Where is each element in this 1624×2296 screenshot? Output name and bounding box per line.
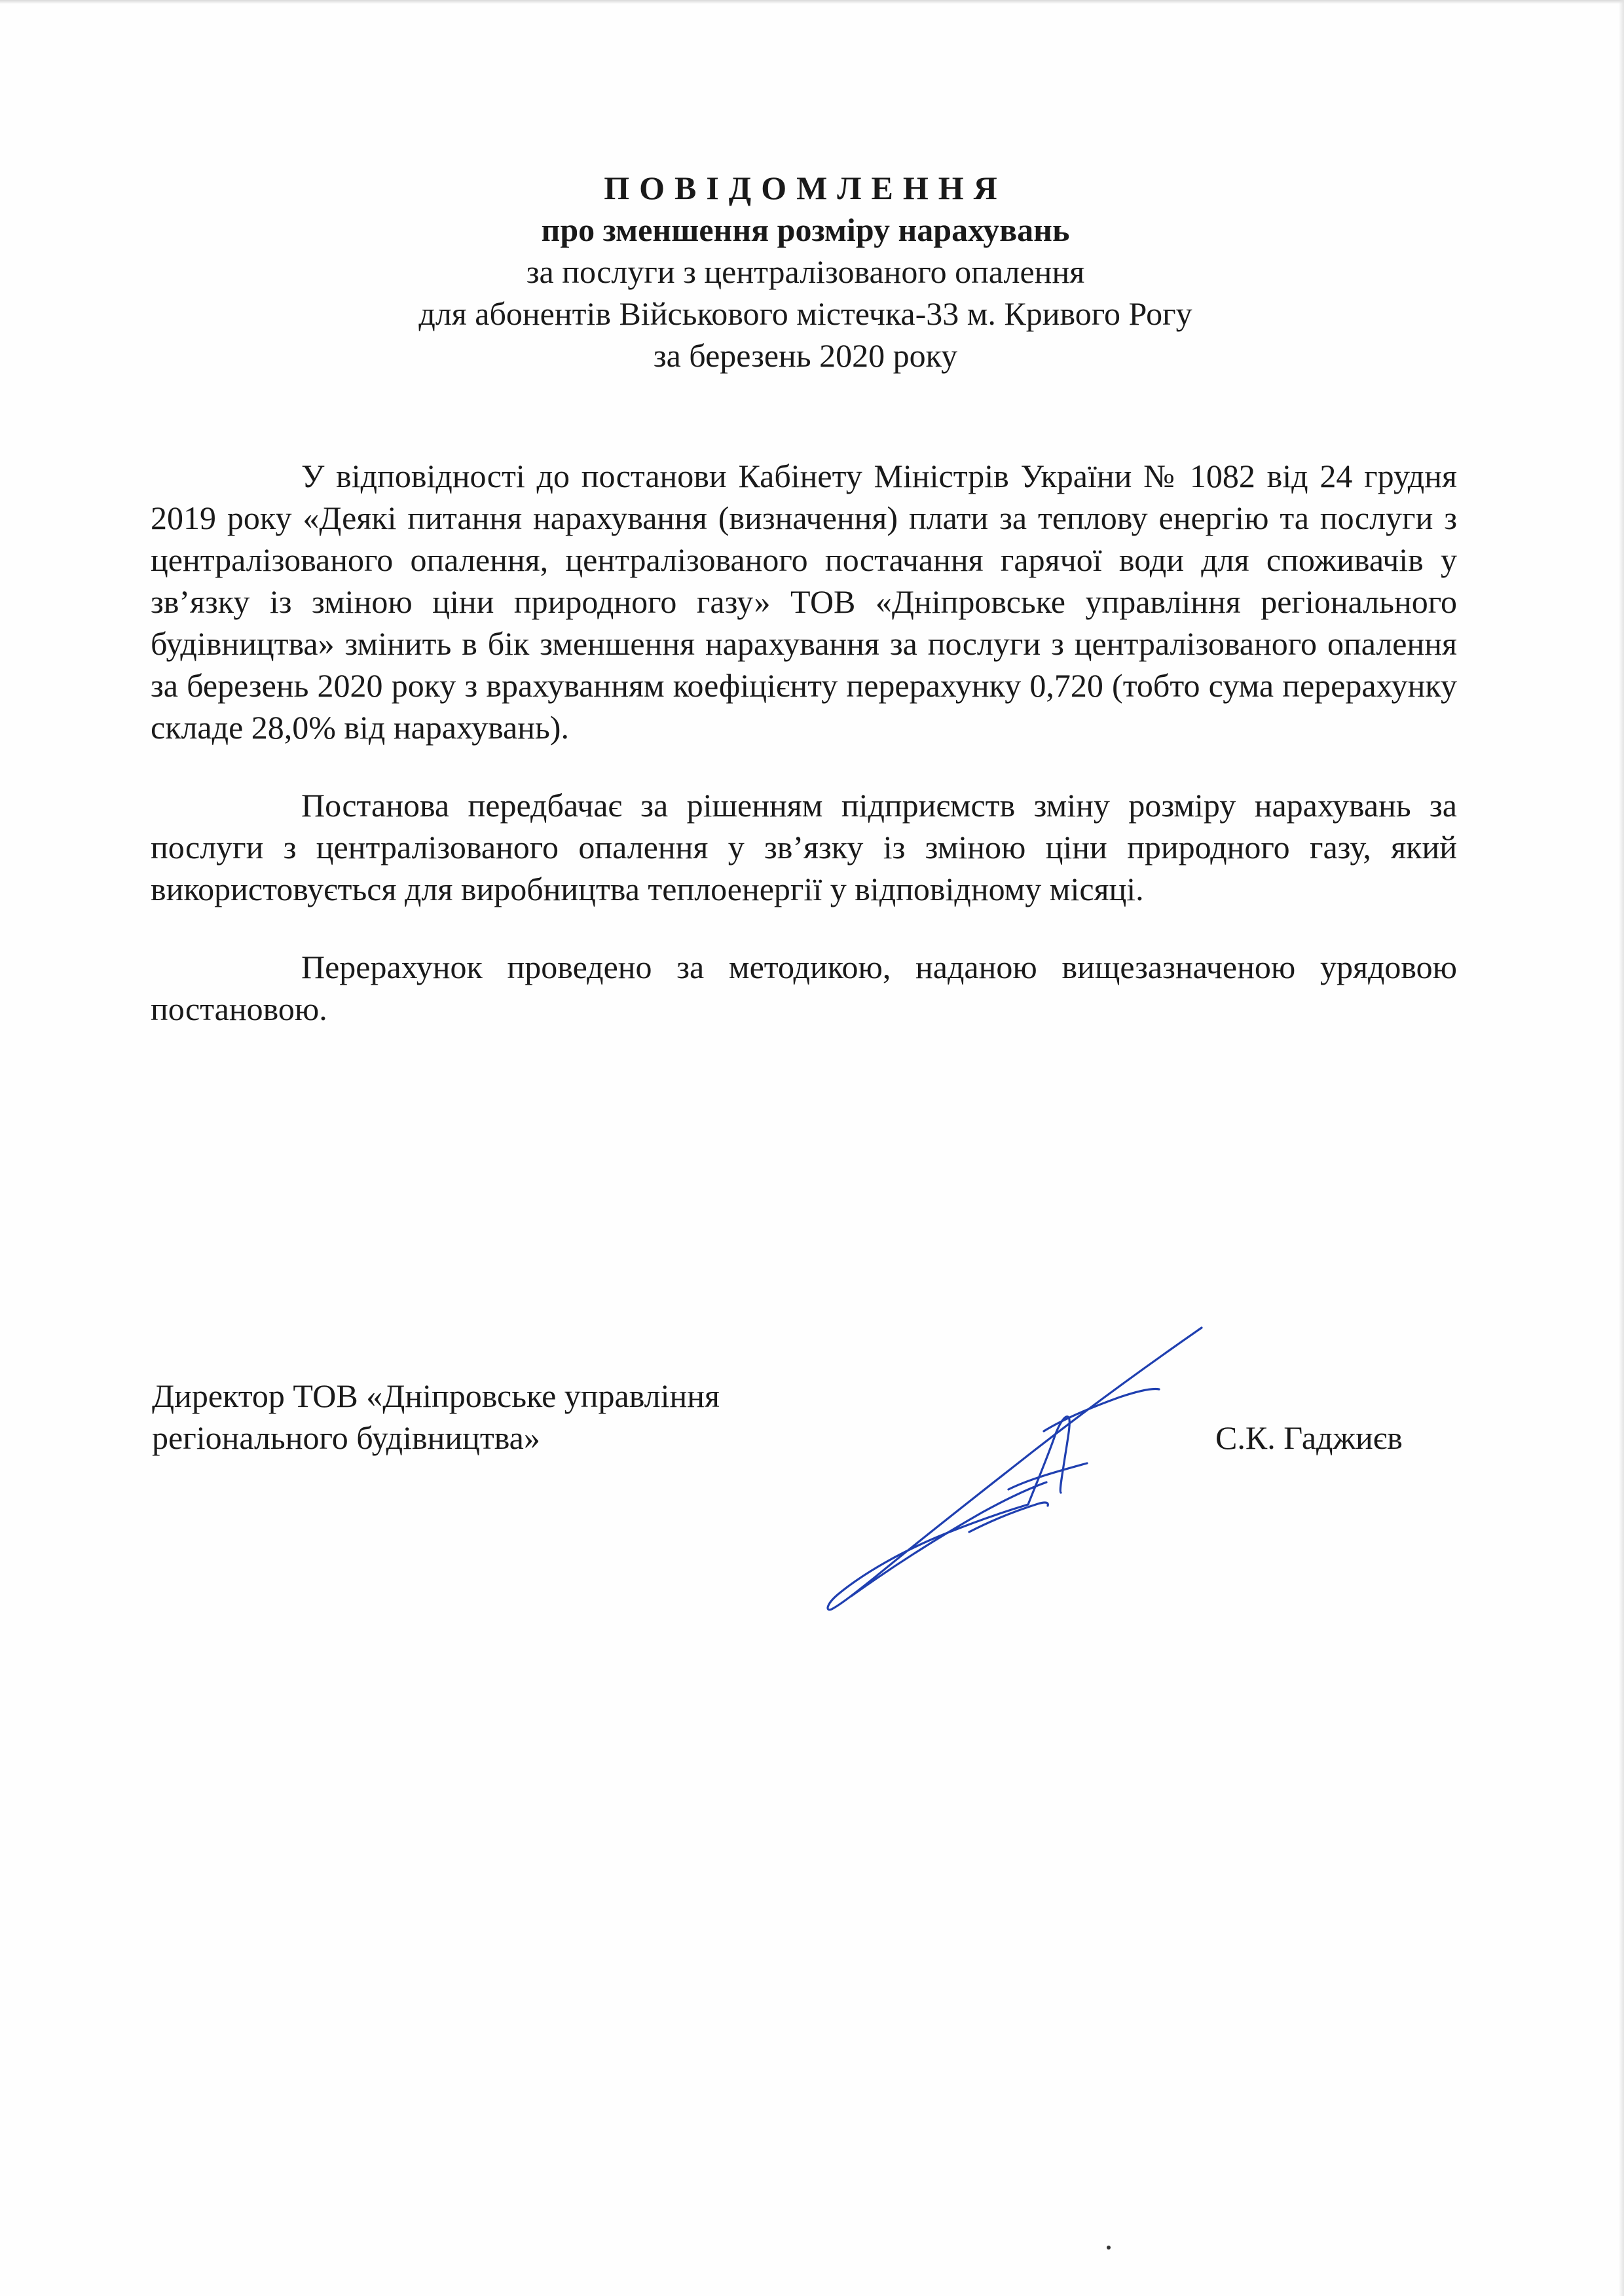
document-title: ПОВІДОМЛЕННЯ [604,170,1007,206]
scan-speck [1107,2246,1111,2250]
heading-line-period: за березень 2020 року [653,337,958,374]
signer-position-line: Директор ТОВ «Дніпровське управління [152,1377,720,1414]
scan-edge [1619,0,1624,2296]
document-heading [151,167,1460,376]
signer-position-line: регіонального будівництва» [152,1419,540,1456]
heading-line-subscribers: для абонентів Військового містечка-33 м. Кривого Рогу [418,295,1192,332]
signer-name: С.К. Гаджиєв [1215,1419,1403,1456]
body-paragraph: Постанова передбачає за рішенням підприємств зміну розміру нарахувань за послуги з централізованого опалення у зв’язку із зміною ціни природного газу, який використовується для виробництва теплоенергії у відповідному місяці. [151,787,1457,907]
handwritten-signature [812,1316,1218,1617]
heading-line-service: за послуги з централізованого опалення [526,253,1085,290]
document-subtitle: про зменшення розміру нарахувань [541,211,1070,248]
body-paragraph: У відповідності до постанови Кабінету Міністрів України № 1082 від 24 грудня 2019 року «Деякі питання нарахування (визначення) плати за теплову енергію та послуги з централізованого опалення, централізованого постачання гарячої води для споживачів у зв’язку із зміною ціни природного газу» ТОВ «Дніпровське управління регіонального будівництва» змінить в бік зменшення нарахування за послуги з централізованого опалення за березень 2020 року з врахуванням коефіцієнту перерахунку 0,720 (тобто сума перерахунку складе 28,0% від нарахувань). [151,458,1457,746]
body-paragraph: Перерахунок проведено за методикою, наданою вищезазначеною урядовою постановою. [151,949,1457,1027]
scan-edge [0,0,1624,4]
document-body [151,455,1457,1066]
